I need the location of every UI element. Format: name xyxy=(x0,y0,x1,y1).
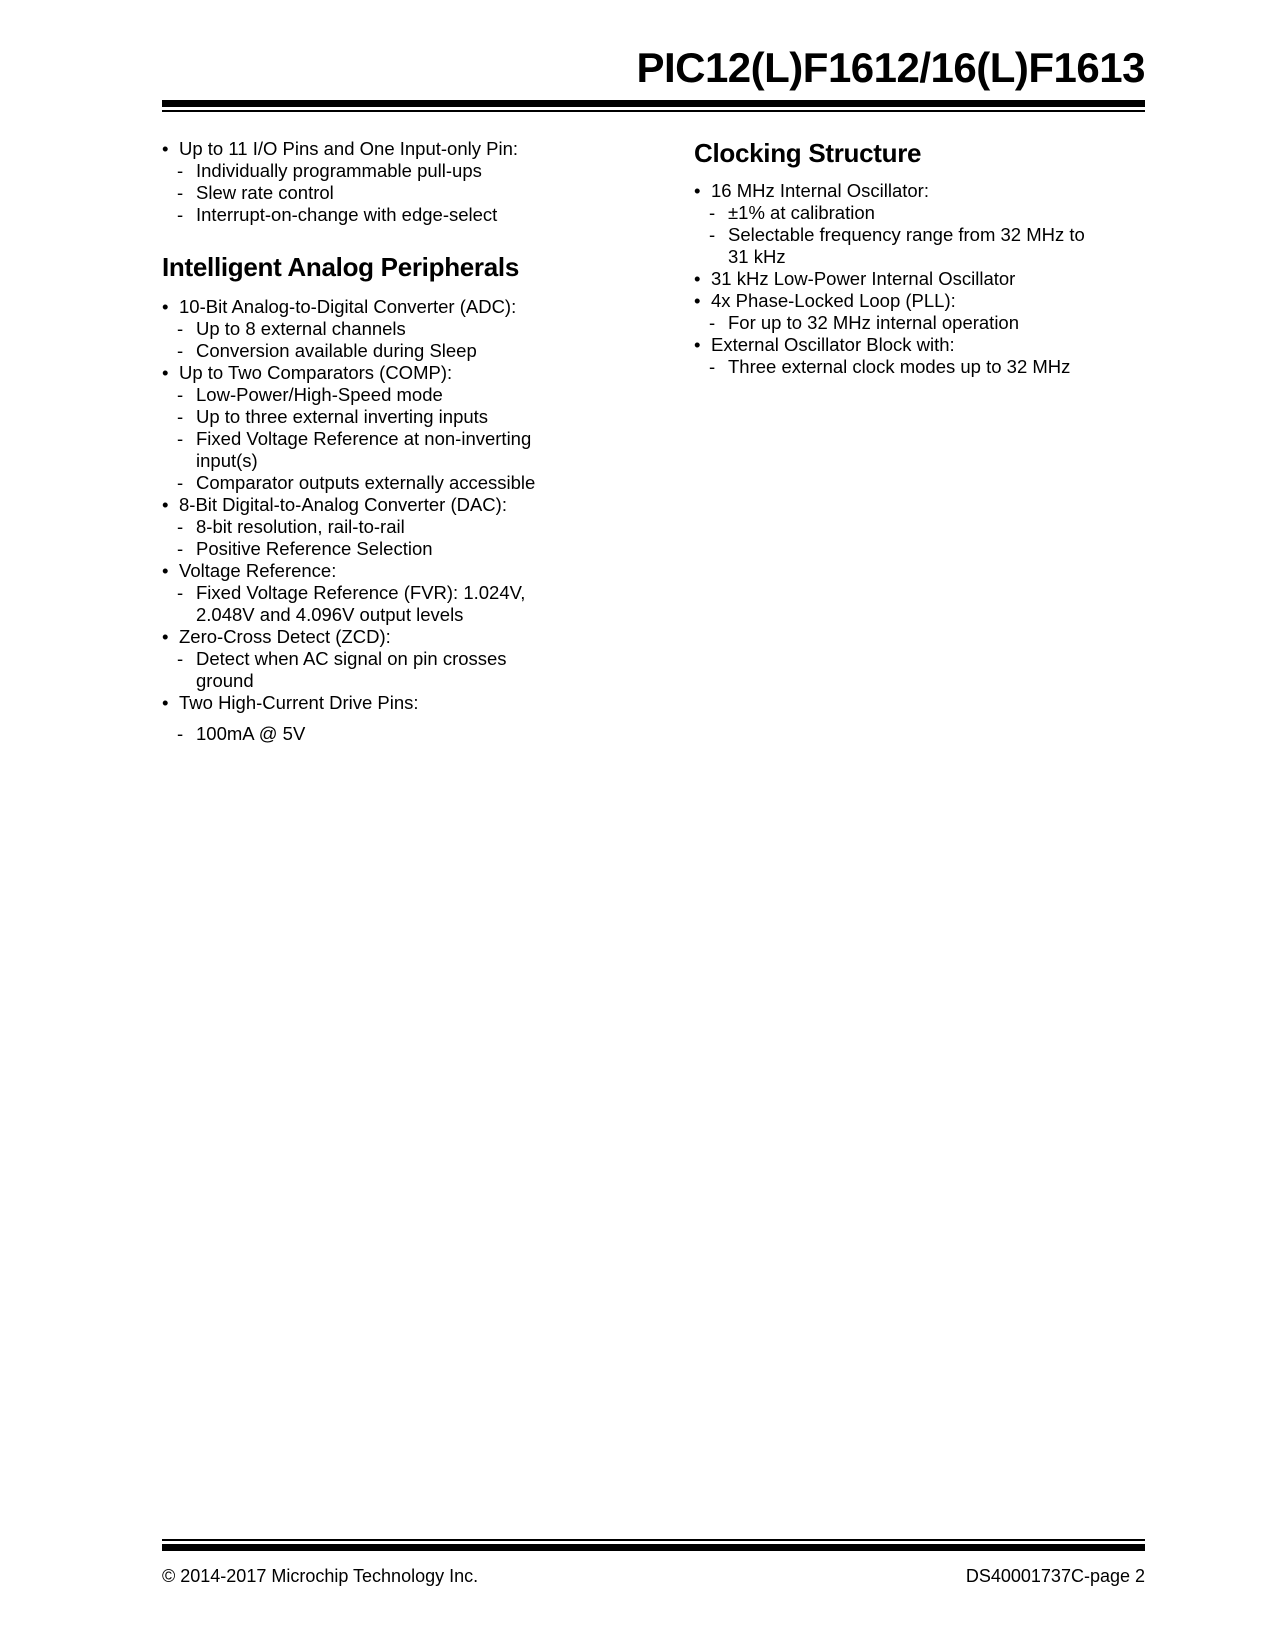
bullet-icon: • xyxy=(694,180,701,201)
dash-icon: - xyxy=(177,538,184,559)
sub-item xyxy=(162,582,566,626)
sub-text: Fixed Voltage Reference (FVR): 1.024V, 2.048V and 4.096V output levels xyxy=(196,582,526,625)
footer-rule-thin xyxy=(162,1539,1145,1541)
doc-number-page: DS40001737C-page 2 xyxy=(965,1566,1145,1586)
sub-item xyxy=(162,648,566,692)
bullet-icon: • xyxy=(162,362,169,383)
sub-text: ±1% at calibration xyxy=(728,202,875,223)
sub-item xyxy=(162,160,566,182)
bullet-item xyxy=(162,692,566,714)
bullet-text: Two High-Current Drive Pins: xyxy=(179,692,419,713)
sub-text: Slew rate control xyxy=(196,182,334,203)
sub-item xyxy=(162,204,566,226)
left-column xyxy=(162,138,566,745)
header-rule-thick xyxy=(162,100,1145,107)
sub-text: 100mA @ 5V xyxy=(196,723,306,744)
sub-text: Up to 8 external channels xyxy=(196,318,406,339)
dash-icon: - xyxy=(177,648,184,669)
bullet-text: Up to 11 I/O Pins and One Input-only Pin: xyxy=(179,138,519,159)
dash-icon: - xyxy=(177,406,184,427)
dash-icon: - xyxy=(177,723,184,744)
sub-text: Positive Reference Selection xyxy=(196,538,433,559)
bullet-item xyxy=(694,268,1098,290)
bullet-text: 10-Bit Analog-to-Digital Converter (ADC): xyxy=(179,296,517,317)
sub-text: Conversion available during Sleep xyxy=(196,340,477,361)
sub-text: Low-Power/High-Speed mode xyxy=(196,384,443,405)
copyright-text: © 2014-2017 Microchip Technology Inc. xyxy=(162,1566,479,1586)
sub-item xyxy=(162,406,566,428)
dash-icon: - xyxy=(709,312,716,333)
bullet-icon: • xyxy=(162,296,169,317)
dash-icon: - xyxy=(177,340,184,361)
bullet-item xyxy=(162,296,566,318)
dash-icon: - xyxy=(709,202,716,223)
dash-icon: - xyxy=(177,472,184,493)
bullet-text: 31 kHz Low-Power Internal Oscillator xyxy=(711,268,1016,289)
sub-item xyxy=(162,428,566,472)
footer-rule-thick xyxy=(162,1544,1145,1551)
dash-icon: - xyxy=(177,318,184,339)
sub-text: Up to three external inverting inputs xyxy=(196,406,489,427)
bullet-item xyxy=(694,334,1098,356)
page-header xyxy=(162,44,1145,112)
bullet-icon: • xyxy=(162,626,169,647)
bullet-icon: • xyxy=(162,494,169,515)
sub-text: Selectable frequency range from 32 MHz to 31 kHz xyxy=(728,224,1085,267)
sub-item xyxy=(162,472,566,494)
dash-icon: - xyxy=(177,384,184,405)
sub-text: Individually programmable pull-ups xyxy=(196,160,482,181)
sub-text: 8-bit resolution, rail-to-rail xyxy=(196,516,405,537)
dash-icon: - xyxy=(177,160,184,181)
analog-peripherals-feature-list xyxy=(162,296,566,745)
bullet-icon: • xyxy=(694,290,701,311)
dash-icon: - xyxy=(177,182,184,203)
sub-item xyxy=(162,340,566,362)
page-title: PIC12(L)F1612/16(L)F1613 xyxy=(636,44,1145,91)
sub-item xyxy=(162,182,566,204)
bullet-icon: • xyxy=(694,334,701,355)
bullet-icon: • xyxy=(162,560,169,581)
section-heading-clocking-structure: Clocking Structure xyxy=(694,138,922,168)
two-column-body xyxy=(162,138,1145,745)
dash-icon: - xyxy=(709,224,716,245)
bullet-icon: • xyxy=(694,268,701,289)
bullet-item xyxy=(162,138,566,160)
section-heading-intelligent-analog-peripherals: Intelligent Analog Peripherals xyxy=(162,252,519,282)
sub-item xyxy=(694,224,1098,268)
sub-item xyxy=(694,312,1098,334)
sub-text: Comparator outputs externally accessible xyxy=(196,472,536,493)
dash-icon: - xyxy=(177,516,184,537)
page-footer xyxy=(162,1539,1145,1587)
bullet-item xyxy=(162,560,566,582)
sub-item xyxy=(694,202,1098,224)
bullet-text: 16 MHz Internal Oscillator: xyxy=(711,180,929,201)
sub-item xyxy=(694,356,1098,378)
bullet-item xyxy=(694,290,1098,312)
bullet-item xyxy=(162,626,566,648)
dash-icon: - xyxy=(177,582,184,603)
bullet-icon: • xyxy=(162,138,169,159)
sub-text: Three external clock modes up to 32 MHz xyxy=(728,356,1071,377)
sub-item xyxy=(162,384,566,406)
dash-icon: - xyxy=(177,204,184,225)
sub-item xyxy=(162,318,566,340)
bullet-item xyxy=(162,362,566,384)
sub-item xyxy=(162,723,566,745)
sub-text: Interrupt-on-change with edge-select xyxy=(196,204,498,225)
dash-icon: - xyxy=(709,356,716,377)
right-column xyxy=(694,138,1098,745)
bullet-text: 8-Bit Digital-to-Analog Converter (DAC): xyxy=(179,494,507,515)
sub-item xyxy=(162,516,566,538)
bullet-text: Up to Two Comparators (COMP): xyxy=(179,362,453,383)
sub-item xyxy=(162,538,566,560)
bullet-text: External Oscillator Block with: xyxy=(711,334,955,355)
sub-text: Detect when AC signal on pin crosses ground xyxy=(196,648,507,691)
dash-icon: - xyxy=(177,428,184,449)
sub-text: For up to 32 MHz internal operation xyxy=(728,312,1020,333)
bullet-item xyxy=(162,494,566,516)
footer-text-row xyxy=(162,1565,1145,1587)
io-pins-feature-list xyxy=(162,138,566,226)
header-rule-thin xyxy=(162,110,1145,112)
bullet-item xyxy=(694,180,1098,202)
bullet-icon: • xyxy=(162,692,169,713)
sub-text: Fixed Voltage Reference at non-inverting input(s) xyxy=(196,428,532,471)
bullet-text: 4x Phase-Locked Loop (PLL): xyxy=(711,290,956,311)
bullet-text: Zero-Cross Detect (ZCD): xyxy=(179,626,391,647)
bullet-text: Voltage Reference: xyxy=(179,560,337,581)
clocking-feature-list xyxy=(694,180,1098,378)
